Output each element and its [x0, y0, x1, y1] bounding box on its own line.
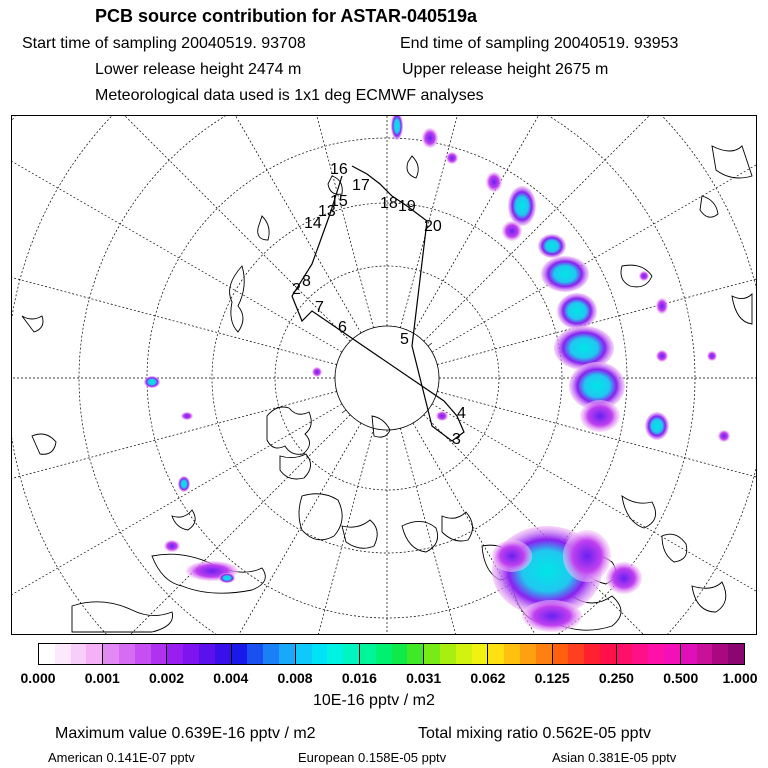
traj-label-8: 8: [302, 273, 311, 290]
traj-label-2: 2: [292, 281, 301, 298]
american-label: American 0.141E-07 pptv: [48, 750, 195, 765]
colorbar-segment: [39, 644, 103, 664]
traj-label-6: 6: [338, 319, 347, 336]
colorbar-segment: [167, 644, 231, 664]
colorbar-tick-label: 0.031: [406, 670, 442, 686]
traj-label-14: 14: [304, 215, 322, 232]
end-time-label: End time of sampling 20040519. 93953: [400, 35, 679, 52]
traj-label-7: 7: [315, 299, 324, 316]
colorbar-segment: [232, 644, 296, 664]
european-label: European 0.158E-05 pptv: [298, 750, 447, 765]
met-data-label: Meteorological data used is 1x1 deg ECMWF analyses: [95, 87, 484, 104]
colorbar-tick-label: 0.001: [84, 670, 120, 686]
traj-label-13: 13: [318, 203, 336, 220]
lower-height-label: Lower release height 2474 m: [95, 61, 302, 78]
colorbar-tick-label: 0.062: [470, 670, 506, 686]
colorbar-tick-label: 0.016: [341, 670, 377, 686]
colorbar-segment: [553, 644, 617, 664]
traj-label-5: 5: [400, 331, 409, 348]
traj-label-17: 17: [352, 177, 370, 194]
colorbar-unit: 10E-16 pptv / m2: [313, 692, 435, 709]
traj-label-16: 16: [330, 161, 348, 178]
colorbar-segment: [424, 644, 488, 664]
colorbar-tick-label: 0.002: [149, 670, 185, 686]
asian-label: Asian 0.381E-05 pptv: [552, 750, 677, 765]
page-title: PCB source contribution for ASTAR-040519a: [95, 6, 478, 26]
colorbar-segment: [488, 644, 552, 664]
traj-label-20: 20: [424, 218, 442, 235]
colorbar-tick-label: 0.250: [598, 670, 634, 686]
colorbar-tick-label: 0.004: [213, 670, 249, 686]
traj-label-19: 19: [398, 198, 416, 215]
colorbar-tick-label: 1.000: [722, 670, 758, 686]
traj-label-15: 15: [330, 193, 348, 210]
colorbar-tick-label: 0.125: [534, 670, 570, 686]
traj-label-18: 18: [380, 195, 398, 212]
colorbar-segment: [681, 644, 744, 664]
total-mixing-label: Total mixing ratio 0.562E-05 pptv: [418, 725, 652, 742]
colorbar-tick-label: 0.008: [277, 670, 313, 686]
max-value-label: Maximum value 0.639E-16 pptv / m2: [55, 725, 316, 742]
colorbar-segment: [103, 644, 167, 664]
colorbar-tick-label: 0.500: [663, 670, 699, 686]
pole-circle: [335, 326, 439, 430]
colorbar-tick-label: 0.000: [20, 670, 56, 686]
colorbar: [38, 643, 745, 665]
traj-label-3: 3: [452, 431, 461, 448]
upper-height-label: Upper release height 2675 m: [402, 61, 609, 78]
start-time-label: Start time of sampling 20040519. 93708: [22, 35, 306, 52]
colorbar-segment: [617, 644, 681, 664]
polar-map: [11, 115, 757, 635]
traj-label-4: 4: [457, 405, 466, 422]
colorbar-segment: [360, 644, 424, 664]
colorbar-segment: [296, 644, 360, 664]
